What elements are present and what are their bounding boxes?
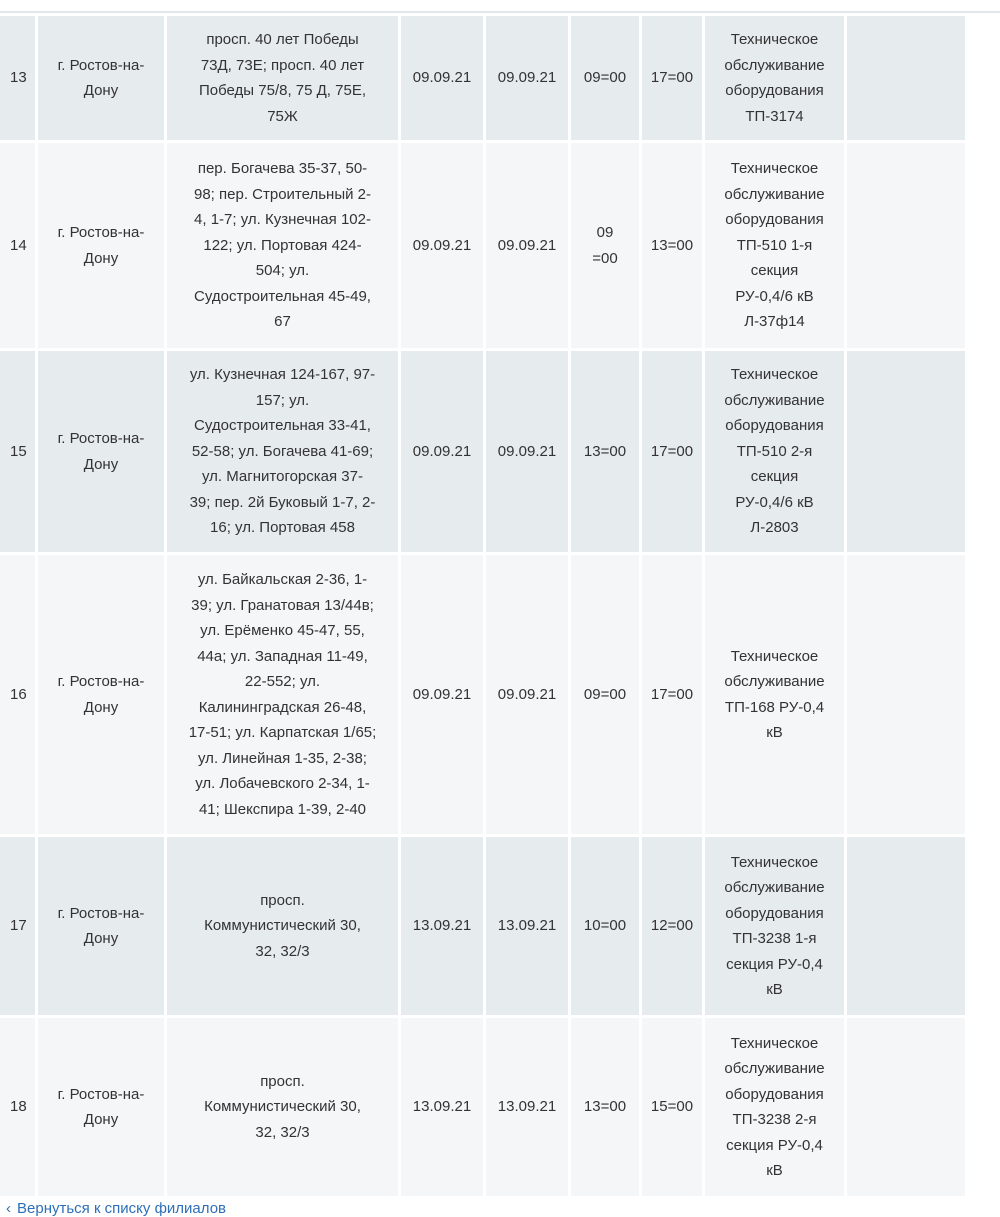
time-start-cell: [571, 837, 639, 1015]
work-line: Техническое: [730, 647, 819, 665]
work-line: обслуживание: [724, 56, 825, 74]
work-line: обслуживание: [724, 391, 825, 409]
time-start-cell: [571, 1018, 639, 1196]
address-line: 32, 32/3: [255, 1123, 310, 1141]
work-line: ТП-3238 1-я: [732, 930, 817, 947]
work-line: ТП-3174: [745, 107, 804, 125]
row-number: 15: [0, 351, 35, 552]
table-row: [0, 143, 965, 348]
address-line: просп. 40 лет Победы: [206, 31, 359, 48]
address-line: ул. Лобачевского 2-34, 1-: [195, 775, 370, 792]
date-start-cell: 09.09.21: [401, 555, 483, 834]
work-line: ТП-510 2-я: [736, 442, 813, 460]
work-line: РУ-0,4/6 кВ: [735, 493, 814, 511]
work-line: Техническое: [730, 160, 819, 178]
outage-table-body: [0, 16, 965, 1196]
address-line: 39; пер. 2й Буковый 1-7, 2-: [189, 493, 376, 511]
address-line: Коммунистический 30,: [204, 1098, 361, 1116]
city-cell: [38, 351, 164, 552]
address-line: 16; ул. Портовая 458: [210, 519, 355, 537]
time-end-cell: 17=00: [642, 351, 702, 552]
work-line: обслуживание: [724, 673, 825, 690]
city-line: г. Ростов-на-: [57, 430, 145, 447]
address-cell: [167, 143, 398, 348]
outage-table: [0, 13, 968, 1199]
address-line: 4, 1-7; ул. Кузнечная 102-: [194, 211, 371, 229]
work-line: секция РУ-0,4: [726, 1136, 823, 1154]
address-cell: [167, 555, 398, 834]
time-start-line: 09: [596, 224, 614, 241]
work-line: Техническое: [730, 31, 819, 48]
work-line: ТП-3238 2-я: [732, 1111, 817, 1128]
time-start-line: 13=00: [583, 1098, 627, 1116]
work-line: обслуживание: [724, 185, 825, 203]
address-line: ул. Магнитогорская 37-: [202, 468, 363, 486]
work-description-cell: [705, 143, 844, 348]
work-line: оборудования: [725, 904, 824, 922]
back-link-label: Вернуться к списку филиалов: [17, 1200, 227, 1217]
note-cell: [847, 16, 965, 140]
address-cell: [167, 837, 398, 1015]
work-line: секция: [750, 262, 799, 280]
address-cell: [167, 16, 398, 140]
work-line: кВ: [766, 981, 783, 998]
work-description-cell: [705, 351, 844, 552]
date-start-cell: 09.09.21: [401, 351, 483, 552]
address-line: Коммунистический 30,: [204, 917, 361, 935]
work-line: Л-2803: [750, 519, 799, 537]
address-line: 504; ул.: [255, 262, 310, 280]
work-line: оборудования: [725, 1085, 824, 1103]
city-line: г. Ростов-на-: [57, 673, 145, 690]
top-border: [0, 0, 1000, 13]
time-start-cell: [571, 351, 639, 552]
time-start-line: 13=00: [583, 442, 627, 460]
table-row: [0, 555, 965, 834]
address-line: 122; ул. Портовая 424-: [203, 236, 362, 254]
address-line: 67: [274, 313, 291, 331]
date-start-cell: 09.09.21: [401, 16, 483, 140]
address-line: ул. Кузнечная 124-167, 97-: [189, 366, 376, 384]
row-number: 18: [0, 1018, 35, 1196]
time-end-cell: 13=00: [642, 143, 702, 348]
work-line: оборудования: [725, 211, 824, 229]
work-description-cell: [705, 16, 844, 140]
address-line: просп.: [260, 1072, 305, 1090]
address-line: 75Ж: [267, 107, 298, 125]
address-line: Калининградская 26-48,: [198, 698, 367, 716]
address-line: просп.: [260, 891, 305, 909]
date-end-cell: 13.09.21: [486, 837, 568, 1015]
table-row: [0, 837, 965, 1015]
address-line: 157; ул.: [255, 391, 310, 409]
address-line: 32, 32/3: [255, 942, 310, 960]
date-end-cell: 09.09.21: [486, 143, 568, 348]
city-line: Дону: [83, 930, 119, 947]
address-cell: [167, 351, 398, 552]
city-cell: [38, 555, 164, 834]
table-row: [0, 1018, 965, 1196]
address-line: Победы 75/8, 75 Д, 75Е,: [199, 82, 366, 99]
time-end-cell: 12=00: [642, 837, 702, 1015]
time-end-cell: 17=00: [642, 555, 702, 834]
address-line: 52-58; ул. Богачева 41-69;: [191, 442, 374, 460]
address-line: Судостроительная 45-49,: [194, 287, 371, 305]
back-to-branches-link[interactable]: [6, 1200, 226, 1217]
time-start-cell: [571, 16, 639, 140]
time-start-cell: [571, 555, 639, 834]
time-start-line: 09=00: [583, 685, 627, 703]
city-line: г. Ростов-на-: [57, 56, 145, 74]
address-line: ул. Линейная 1-35, 2-38;: [198, 749, 367, 767]
row-number: 14: [0, 143, 35, 348]
city-cell: [38, 837, 164, 1015]
note-cell: [847, 351, 965, 552]
work-description-cell: [705, 1018, 844, 1196]
work-description-cell: [705, 555, 844, 834]
address-line: Судостроительная 33-41,: [194, 417, 371, 435]
city-line: Дону: [83, 82, 119, 99]
city-line: Дону: [83, 1111, 119, 1128]
city-cell: [38, 143, 164, 348]
work-line: кВ: [766, 1162, 783, 1179]
address-line: 41; Шекспира 1-39, 2-40: [198, 800, 367, 818]
city-line: Дону: [83, 249, 119, 267]
date-end-cell: 13.09.21: [486, 1018, 568, 1196]
address-line: 44а; ул. Западная 11-49,: [197, 647, 368, 665]
date-start-cell: 13.09.21: [401, 837, 483, 1015]
date-end-cell: 09.09.21: [486, 351, 568, 552]
note-cell: [847, 555, 965, 834]
address-line: 39; ул. Гранатовая 13/44в;: [191, 596, 374, 614]
time-end-cell: 15=00: [642, 1018, 702, 1196]
time-start-line: 10=00: [583, 917, 627, 935]
work-line: оборудования: [725, 82, 824, 99]
address-line: 98; пер. Строительный 2-: [194, 185, 371, 203]
address-line: 17-51; ул. Карпатская 1/65;: [188, 724, 377, 741]
city-line: г. Ростов-на-: [57, 224, 145, 241]
work-line: оборудования: [725, 417, 824, 435]
work-line: обслуживание: [724, 879, 825, 896]
work-description-cell: [705, 837, 844, 1015]
date-end-cell: 09.09.21: [486, 555, 568, 834]
work-line: ТП-168 РУ-0,4: [724, 698, 825, 716]
time-start-line: =00: [592, 249, 618, 267]
address-line: ул. Ерёменко 45-47, 55,: [200, 622, 365, 639]
row-number: 13: [0, 16, 35, 140]
work-line: РУ-0,4/6 кВ: [735, 287, 814, 305]
city-cell: [38, 1018, 164, 1196]
chevron-left-icon: ‹: [6, 1200, 11, 1217]
address-line: ул. Байкальская 2-36, 1-: [197, 571, 368, 588]
time-start-cell: [571, 143, 639, 348]
table-row: [0, 351, 965, 552]
date-start-cell: 13.09.21: [401, 1018, 483, 1196]
date-end-cell: 09.09.21: [486, 16, 568, 140]
work-line: секция: [750, 468, 799, 486]
address-line: 73Д, 73Е; просп. 40 лет: [200, 56, 365, 74]
work-line: ТП-510 1-я: [736, 236, 813, 254]
work-line: секция РУ-0,4: [726, 955, 823, 973]
work-line: кВ: [766, 724, 783, 741]
row-number: 17: [0, 837, 35, 1015]
note-cell: [847, 1018, 965, 1196]
city-line: г. Ростов-на-: [57, 1085, 145, 1103]
work-line: Л-37ф14: [744, 313, 805, 331]
note-cell: [847, 837, 965, 1015]
address-cell: [167, 1018, 398, 1196]
work-line: Техническое: [730, 1034, 819, 1052]
city-line: Дону: [83, 455, 119, 473]
address-line: 22-552; ул.: [244, 673, 321, 690]
work-line: обслуживание: [724, 1060, 825, 1077]
work-line: Техническое: [730, 366, 819, 384]
note-cell: [847, 143, 965, 348]
address-line: пер. Богачева 35-37, 50-: [197, 160, 368, 178]
date-start-cell: 09.09.21: [401, 143, 483, 348]
city-line: г. Ростов-на-: [57, 904, 145, 922]
time-end-cell: 17=00: [642, 16, 702, 140]
time-start-line: 09=00: [583, 69, 627, 87]
table-row: [0, 16, 965, 140]
work-line: Техническое: [730, 853, 819, 871]
city-line: Дону: [83, 698, 119, 716]
row-number: 16: [0, 555, 35, 834]
city-cell: [38, 16, 164, 140]
